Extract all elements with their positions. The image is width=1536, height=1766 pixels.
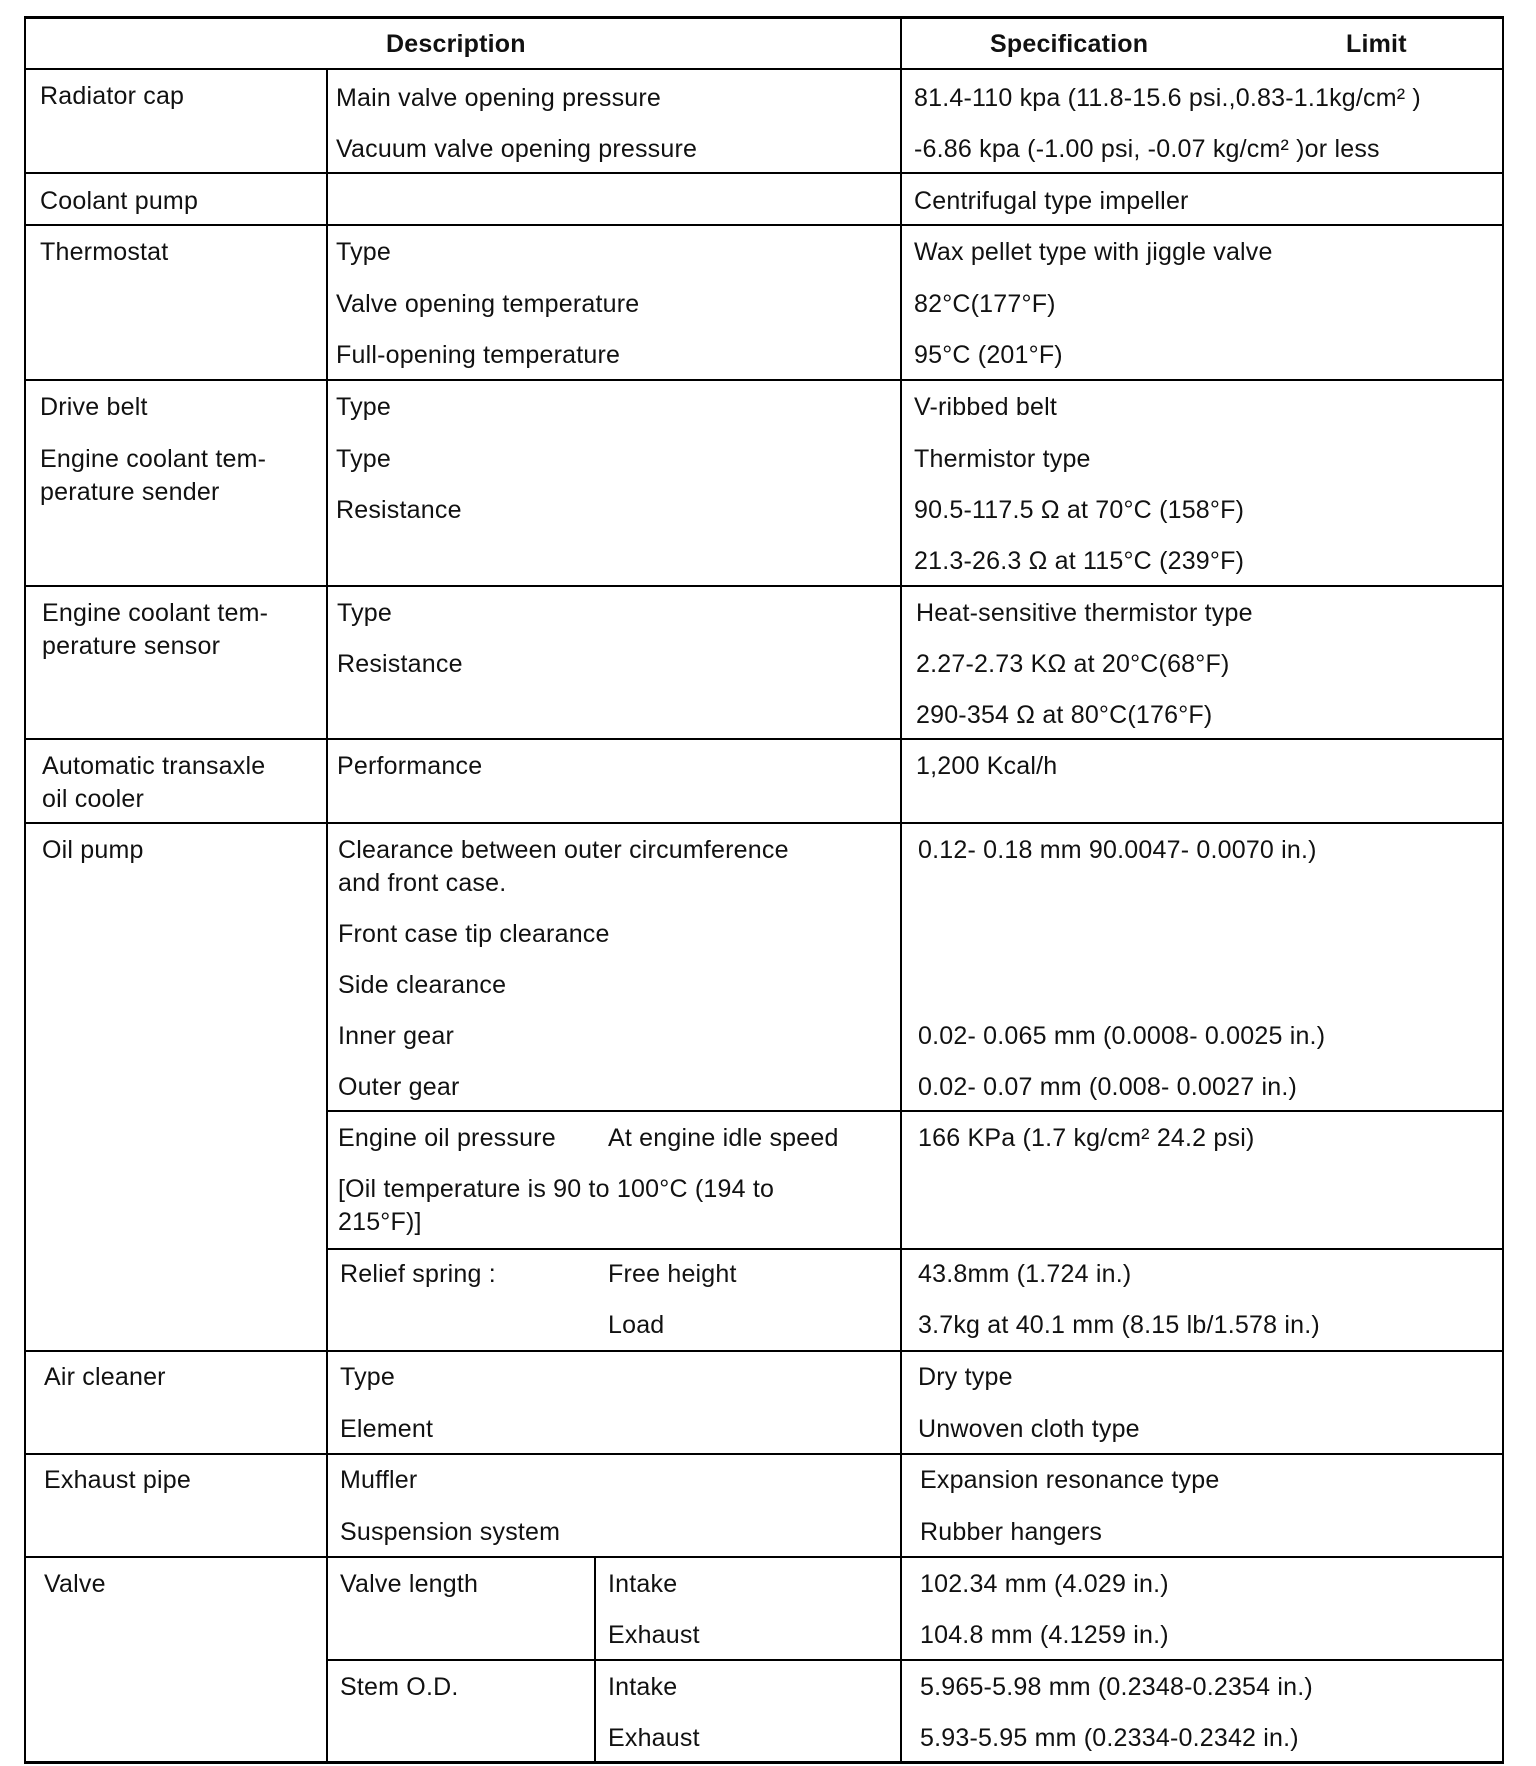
item-spec: 0.02- 0.065 mm (0.0008- 0.0025 in.) [918, 1022, 1326, 1050]
rule [24, 68, 1504, 70]
item-spec: 1,200 Kcal/h [916, 752, 1058, 780]
rule [24, 16, 26, 1764]
header-limit: Limit [1346, 30, 1407, 58]
row-label: Exhaust pipe [44, 1466, 191, 1494]
item-name: Clearance between outer circumference [338, 836, 789, 864]
item-name: Resistance [336, 496, 462, 524]
item-name: Relief spring : [340, 1260, 496, 1288]
row-label: Engine coolant tem- [42, 599, 269, 627]
item-name: Valve opening temperature [336, 290, 640, 318]
item-spec: 5.93-5.95 mm (0.2334-0.2342 in.) [920, 1724, 1299, 1752]
rule [900, 16, 902, 1764]
item-name: Intake [608, 1570, 678, 1598]
item-name: Resistance [337, 650, 463, 678]
item-name: Type [336, 238, 391, 266]
row-label: Engine coolant tem- [40, 445, 267, 473]
rule [24, 822, 1504, 824]
item-name: Exhaust [608, 1621, 700, 1649]
row-label: Thermostat [40, 238, 169, 266]
item-spec: 43.8mm (1.724 in.) [918, 1260, 1132, 1288]
item-name: [Oil temperature is 90 to 100°C (194 to [338, 1175, 775, 1203]
item-name: Side clearance [338, 971, 507, 999]
rule [326, 1110, 1504, 1112]
item-name: Outer gear [338, 1073, 460, 1101]
item-name: Type [337, 599, 392, 627]
row-label: Automatic transaxle [42, 752, 266, 780]
rule [24, 379, 1504, 381]
item-name: Muffler [340, 1466, 418, 1494]
item-name: At engine idle speed [608, 1124, 839, 1152]
rule [24, 224, 1504, 226]
item-spec: 81.4-110 kpa (11.8-15.6 psi.,0.83-1.1kg/cm² ) [914, 84, 1421, 112]
item-name: Front case tip clearance [338, 920, 610, 948]
item-name: Performance [337, 752, 483, 780]
rule [24, 585, 1504, 587]
item-name: Valve length [340, 1570, 479, 1598]
row-label: Drive belt [40, 393, 148, 421]
rule [594, 1556, 596, 1764]
rule [24, 1761, 1504, 1764]
row-label: Air cleaner [44, 1363, 166, 1391]
item-spec: 95°C (201°F) [914, 341, 1063, 369]
item-name: Free height [608, 1260, 737, 1288]
rule [326, 68, 328, 1764]
item-name: Type [340, 1363, 395, 1391]
item-name: Type [336, 445, 391, 473]
item-name: Full-opening temperature [336, 341, 621, 369]
item-name: Engine oil pressure [338, 1124, 556, 1152]
row-label: perature sender [40, 478, 220, 506]
item-spec: Centrifugal type impeller [914, 187, 1189, 215]
item-spec: Dry type [918, 1363, 1013, 1391]
row-label: Radiator cap [40, 82, 185, 110]
item-spec: 102.34 mm (4.029 in.) [920, 1570, 1169, 1598]
item-spec: 0.02- 0.07 mm (0.008- 0.0027 in.) [918, 1073, 1298, 1101]
item-spec: 3.7kg at 40.1 mm (8.15 lb/1.578 in.) [918, 1311, 1320, 1339]
item-name: Exhaust [608, 1724, 700, 1752]
item-name: Suspension system [340, 1518, 561, 1546]
item-spec: 2.27-2.73 KΩ at 20°C(68°F) [916, 650, 1230, 678]
item-spec: 166 KPa (1.7 kg/cm² 24.2 psi) [918, 1124, 1255, 1152]
rule [24, 172, 1504, 174]
item-name: 215°F)] [338, 1208, 422, 1236]
row-label: Valve [44, 1570, 106, 1598]
item-name: Inner gear [338, 1022, 454, 1050]
item-name: Vacuum valve opening pressure [336, 135, 698, 163]
item-name: Stem O.D. [340, 1673, 459, 1701]
item-spec: Rubber hangers [920, 1518, 1103, 1546]
item-spec: Thermistor type [914, 445, 1091, 473]
header-description: Description [386, 30, 526, 58]
item-name: Load [608, 1311, 665, 1339]
rule [326, 1659, 1504, 1661]
row-label: Coolant pump [40, 187, 199, 215]
row-label: perature sensor [42, 632, 221, 660]
item-spec: 21.3-26.3 Ω at 115°C (239°F) [914, 547, 1245, 575]
item-name: and front case. [338, 869, 507, 897]
item-spec: 5.965-5.98 mm (0.2348-0.2354 in.) [920, 1673, 1313, 1701]
item-name: Type [336, 393, 391, 421]
item-spec: 82°C(177°F) [914, 290, 1056, 318]
item-spec: 104.8 mm (4.1259 in.) [920, 1621, 1169, 1649]
rule [24, 1350, 1504, 1352]
item-spec: 290-354 Ω at 80°C(176°F) [916, 701, 1213, 729]
item-spec: Expansion resonance type [920, 1466, 1220, 1494]
item-name: Element [340, 1415, 434, 1443]
rule [24, 738, 1504, 740]
item-spec: 0.12- 0.18 mm 90.0047- 0.0070 in.) [918, 836, 1317, 864]
rule [326, 1248, 1504, 1250]
item-name: Main valve opening pressure [336, 84, 662, 112]
rule [24, 1556, 1504, 1558]
item-spec: Unwoven cloth type [918, 1415, 1140, 1443]
rule [1502, 16, 1504, 1764]
item-spec: 90.5-117.5 Ω at 70°C (158°F) [914, 496, 1245, 524]
item-name: Intake [608, 1673, 678, 1701]
item-spec: -6.86 kpa (-1.00 psi, -0.07 kg/cm² )or less [914, 135, 1380, 163]
rule [24, 16, 1504, 19]
row-label: oil cooler [42, 785, 145, 813]
item-spec: Heat-sensitive thermistor type [916, 599, 1253, 627]
header-specification: Specification [990, 30, 1149, 58]
rule [24, 1453, 1504, 1455]
row-label: Oil pump [42, 836, 144, 864]
item-spec: V-ribbed belt [914, 393, 1057, 421]
item-spec: Wax pellet type with jiggle valve [914, 238, 1273, 266]
